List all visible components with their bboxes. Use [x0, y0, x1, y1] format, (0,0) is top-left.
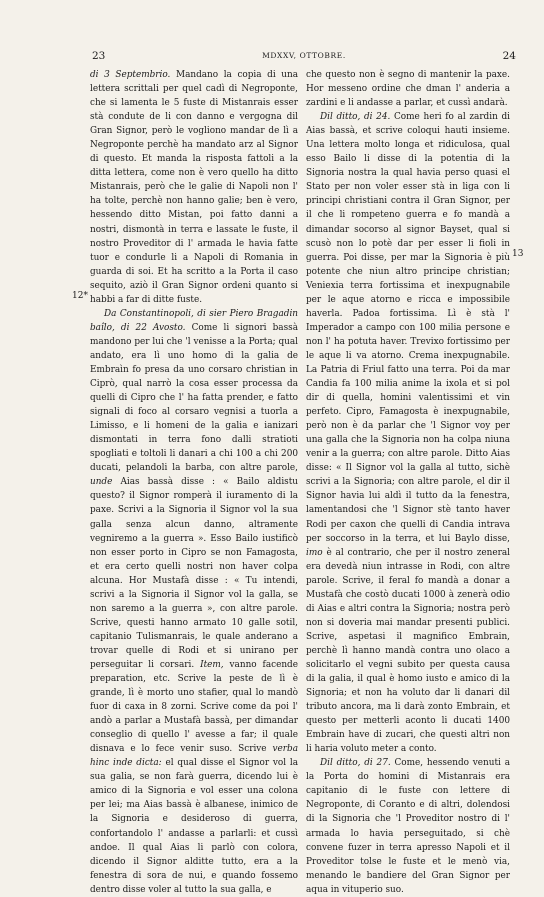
paragraph-text: è al contrario, che per il nostro zeneral era devedà niun intrasse in Rodi, con altre parole. Scrive, il feral fo mandà a donar a Mustafà che costò ducati 1000 à zenerà odio di Aias e altri contra la Signoria; nostra però non si doveria mai mandar presenti publici. Scrive, aspetasi il magnifico Embrain, perchè lì hanno mandà contra uno olaco a solicitarlo el vegni subito per questa causa di la galia, il qual è homo iusto e amico di la Signoria; et non ha voluto dar li danari dil tributo ancora, ma li darà zonto Embrain, et questo per metterli aconto li ducati 1400 Embrain have di zucari, che questi altri non li haria voluto meter a conto.: [306, 547, 510, 755]
italic-word: imo: [306, 547, 323, 558]
running-title: MDXXV, OTTOBRE.: [262, 51, 346, 60]
margin-note-left: 12*: [72, 291, 88, 301]
page-number-right: 24: [502, 50, 516, 62]
page-header: [92, 50, 516, 66]
right-column: [306, 68, 510, 895]
dateline: Da Constantinopoli, di sier Piero Bragadin baîlo, di 22 Avosto.: [90, 308, 298, 333]
paragraph: [306, 756, 510, 896]
left-column: [90, 68, 299, 895]
paragraph-text: Mandano la copia di una lettera scrittali per quel cadì di Negroponte, che si lamenta le 5 fuste di Mistanrais esser stà condute de li con danno e vergogna dil Gran Signor, però le vogliono mandar de lì a Negroponte perchè ha mandato arz al Signor di questo. Et manda la risposta fattoli a la ditta lettera, come non è vero quello ha ditto Mistanrais, però che le galie di Napoli non l' ha tolte, perchè non hanno galie; ben è vero, hessendo ditto Mistan, poi fatto danni a nostri, dismontà in terra e lassate le fuste, il nostro Proveditor di l' armada le havia fatte tuor e condurle li a Napoli di Romania in guarda di soi. Et ha scritto a la Porta il caso sequito, aziò il Gran Signor ordeni quanto si habbi a far di ditte fuste.: [90, 70, 299, 305]
paragraph: [306, 110, 510, 756]
dateline: di 3 Septembrio.: [90, 70, 171, 80]
paragraph-text: vanno facende preparation, etc. Scrive la peste de lì è grande, lì è morto uno stafier, qual lo mandò fuor di caxa in 8 zorni. Scrive come da poi l' andò a parlar a Mustafà bassà, per dimandar conseglio di quello l' avesse a far; il quale disnava e lo fece venir suso. Scrive: [90, 659, 298, 755]
paragraph-text: che questo non è segno di mantenir la paxe. Hor messeno ordine che dman l' anderia a zardini e li andasse a parlar, et cussì andarà.: [306, 70, 510, 109]
margin-note-right: 13: [512, 249, 524, 259]
paragraph-text: Come heri fo al zardin di Aias bassà, et scrive coloqui hauti insieme. Una lettera molto longa et ridiculosa, qual esso Bailo li disse di la potentia di la Signoria nostra la qual havia perso quasi el Stato per non voler esser stà in liga con li principi christiani contra il Gran Signor, per il che li rompeteno guerra e fo mandà a dimandar socorso al signor Bayset, qual si scusò non lo potè dar per esser li fioli in guerra. Poi disse, per mar la Signoria è più potente che niun altro principe christian; Veniexia terra fortissima et inexpugnabile per le aque atorno e ricca e impossibile haverla. Padoa fortissima. Lì è stà l' Imperador a campo con 100 milia persone e non l' ha potuta haver. Trevixo fortissimo per le aque li va atorno. Crema inexpugnabile. La Patria di Friul fatto una terra. Poi da mar Candia fa 100 milia anime la ixola et si pol dir di quella, homini valentissimi et vin perfeto. Cipro, Famagosta è inexpugnabile, però non è da parlar che 'l Signor voy per una galla che la Signoria non ha colpa niuna venir a la guerra; con altre parole. Ditto Aias disse: « Il Signor vol la galla al tutto, sichè scrivi a la Signoria; con altre parole, el dir il Signor havia lui aldì il tutto da la fenestra, lamentandosi che 'l Signor stè tanto haver Rodi per caxon che quelli di Candia intrava per soccorso in la terra, et lui Baylo disse,: [306, 112, 510, 544]
italic-word: unde: [90, 477, 113, 488]
dateline: Dil ditto, di 24.: [320, 112, 391, 123]
paragraph-text: el qual disse el Signor vol la sua galia, se non farà guerra, dicendo lui è amico di la Signoria e vol esser una colona per lei; ma Aias bassà è albanese, inimico de la Signoria e desideroso di guerra, confortandolo l' andasse a parlarli: et cussì andoe. Il qual Aias li parlò con colora, dicendo il Signor alditte tutto, era a la fenestra di sora de nui, e quando fossemo dentro disse voler al tutto la sua galla, e: [90, 758, 298, 895]
paragraph-text: Come, hessendo venuti a la Porta do homini di Mistanrais era capitanio di le fuste con lettere di Negroponte, di Coranto e di altri, dolendosi di la Signoria che 'l Proveditor nostro di l' armada lo havia perseguitado, si chè convene fuzer in terra apresso Napoli et il Proveditor tolse le fuste et le menò via, menando le bandiere del Gran Signor per aqua in vituperio suo.: [306, 758, 510, 895]
paragraph: [306, 68, 510, 110]
italic-word: Item,: [200, 659, 224, 670]
paragraph: [90, 68, 298, 307]
dateline: Dil ditto, di 27.: [320, 758, 391, 769]
paragraph-text: Come li signori bassà mandono per lui che 'l venisse a la Porta; qual andato, era lì uno homo di la galia de Embraìn fo presa da uno corsaro christian in Ciprò, qual narrò la cosa esser processa da quelli di Cipro che l' ha fatta prender, e fatto signali di foco al corsaro vegnisi a tuorla a Limisso, e li homeni de la galia e ianizari dismontati in terra fono dalli stratioti spogliati e toltoli li danari a chi 100 a chi 200 ducati, pelandoli la barba, con altre parole,: [90, 322, 299, 474]
paragraph-text: Aias bassà disse : « Bailo aldistu questo? il Signor romperà il iuramento di la paxe. Scrivi a la Signoria il Signor vol la sua galla senza alcun danno, altramente vegniremo a la guerra ». Esso Bailo iustificò non esser porto in Cipro se non Famagosta, et era certo quelli nostri non haver colpa alcuna. Hor Mustafà disse : « Tu intendi, scrivi a la Signoria il Signor vol la galla, se non saremo a la guerra », con altre parole. Scrive, questi hanno armato 10 galle sotil, capitanio Tulismanrais, le quale anderano a trovar quelle di Rodi et si unirano per perseguitar li corsari.: [90, 477, 298, 670]
paragraph: [90, 307, 298, 897]
page-number-left: 23: [92, 50, 106, 62]
italic-phrase: verba hinc inde dicta:: [90, 744, 298, 769]
